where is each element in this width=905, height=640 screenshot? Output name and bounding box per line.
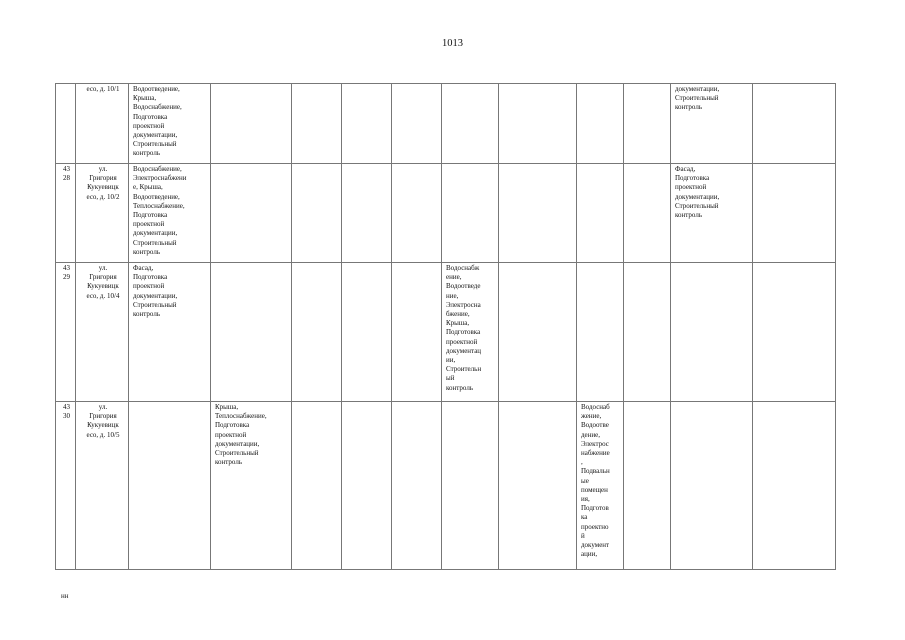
works-cell <box>499 263 577 402</box>
works-cell <box>129 402 211 570</box>
works-cell <box>577 263 624 402</box>
row-number-cell <box>56 84 76 164</box>
works-cell <box>499 164 577 263</box>
works-cell: Водоснабжение, Электроснабжени е, Крыша, Водоотведение, Теплоснабжение, Подготовка проектной документации, Строительный контроль <box>129 164 211 263</box>
works-cell <box>392 164 442 263</box>
repair-schedule-table <box>55 83 836 570</box>
works-cell <box>624 263 671 402</box>
works-cell <box>671 263 753 402</box>
address-cell: ул. Григория Кукуевицк есо, д. 10/5 <box>76 402 129 570</box>
works-cell <box>392 402 442 570</box>
works-cell <box>392 84 442 164</box>
works-cell <box>753 402 836 570</box>
works-cell: Водоснаб жение, Водоотве дение, Электрос набжение , Подвальн ые помещен ия, Подготов ка проектно й документ ации, <box>577 402 624 570</box>
table-row <box>56 402 836 570</box>
row-number-cell: 43 29 <box>56 263 76 402</box>
works-cell <box>753 263 836 402</box>
works-cell: Фасад, Подготовка проектной документации, Строительный контроль <box>671 164 753 263</box>
works-cell <box>211 263 292 402</box>
works-cell <box>292 164 342 263</box>
table-row <box>56 84 836 164</box>
works-cell <box>442 402 499 570</box>
works-cell <box>753 84 836 164</box>
works-cell <box>499 84 577 164</box>
works-cell <box>292 263 342 402</box>
works-cell <box>292 84 342 164</box>
works-cell <box>211 164 292 263</box>
works-cell <box>342 164 392 263</box>
table-row <box>56 164 836 263</box>
works-cell <box>624 402 671 570</box>
works-cell <box>342 84 392 164</box>
works-cell <box>671 402 753 570</box>
works-cell <box>624 164 671 263</box>
works-cell: Фасад, Подготовка проектной документации, Строительный контроль <box>129 263 211 402</box>
address-cell: есо, д. 10/1 <box>76 84 129 164</box>
works-cell <box>392 263 442 402</box>
works-cell: Водоснабж ение, Водоотведе ние, Электросна бжение, Крыша, Подготовка проектной документац ии, Строительн ый контроль <box>442 263 499 402</box>
works-cell: Водоотведение, Крыша, Водоснабжение, Подготовка проектной документации, Строительный контроль <box>129 84 211 164</box>
row-number-cell: 43 28 <box>56 164 76 263</box>
works-cell: Крыша, Теплоснабжение, Подготовка проектной документации, Строительный контроль <box>211 402 292 570</box>
address-cell: ул. Григория Кукуевицк есо, д. 10/2 <box>76 164 129 263</box>
works-cell <box>342 263 392 402</box>
works-cell <box>292 402 342 570</box>
address-cell: ул. Григория Кукуевицк есо, д. 10/4 <box>76 263 129 402</box>
works-cell <box>624 84 671 164</box>
page-number: 1013 <box>442 38 463 49</box>
works-cell: документации, Строительный контроль <box>671 84 753 164</box>
works-cell <box>442 84 499 164</box>
works-cell <box>577 84 624 164</box>
works-cell <box>499 402 577 570</box>
table-row <box>56 263 836 402</box>
works-cell <box>211 84 292 164</box>
works-cell <box>753 164 836 263</box>
footer-mark: нн <box>61 592 69 600</box>
works-cell <box>442 164 499 263</box>
works-cell <box>342 402 392 570</box>
row-number-cell: 43 30 <box>56 402 76 570</box>
works-cell <box>577 164 624 263</box>
